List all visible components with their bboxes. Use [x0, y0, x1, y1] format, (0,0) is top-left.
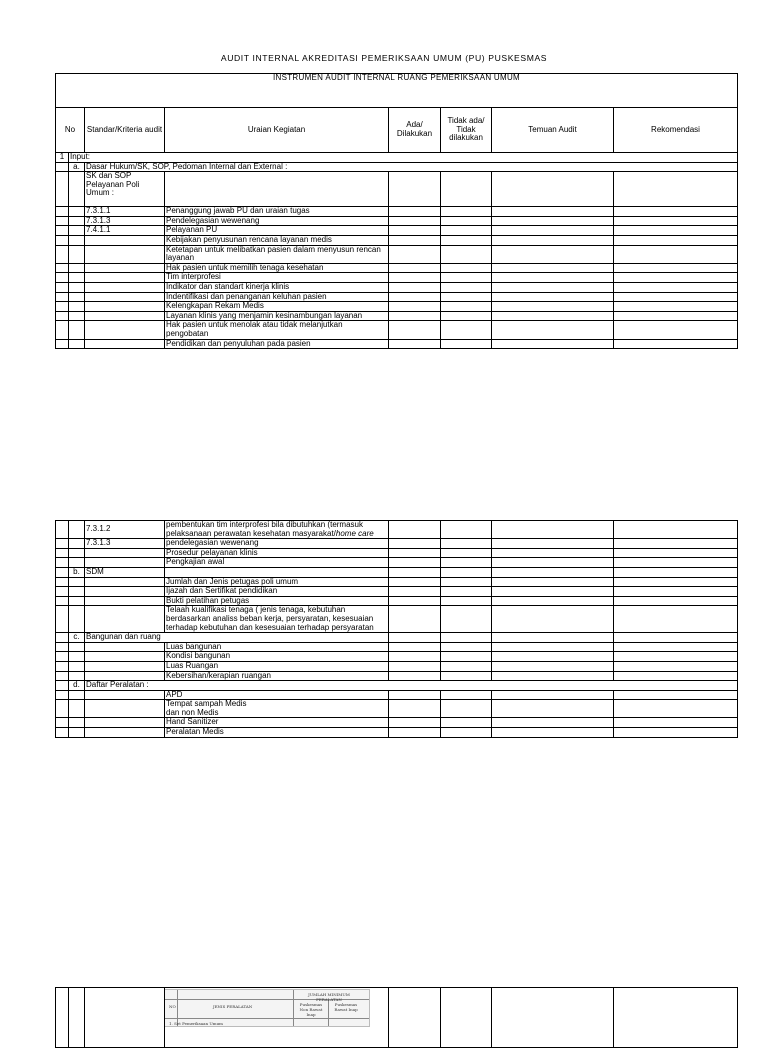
table-row [56, 548, 738, 558]
audit-table-page-2 [55, 520, 738, 738]
audit-table-page-1 [55, 73, 738, 349]
activity-text: pembentukan tim interprofesi bila dibutuhkan (termasuk pelaksanaan perawatan kesehatan masyarakat/ [166, 520, 363, 538]
section-row-b [56, 567, 738, 577]
section-label: Daftar Peralatan : [85, 681, 738, 691]
activity-cell: Luas bangunan [165, 642, 389, 652]
thumb-jumlah-header: JUMLAH MINIMUM PERALATAN [308, 992, 350, 1002]
table-row [56, 207, 738, 217]
section-letter: a. [69, 162, 85, 172]
activity-cell [165, 521, 389, 539]
table-row [56, 311, 738, 321]
activity-cell: Kondisi bangunan [165, 652, 389, 662]
col-header-temuan: Temuan Audit [492, 108, 614, 153]
activity-cell: Hak pasien untuk memilih tenaga kesehatan [165, 263, 389, 273]
standard-cell [85, 548, 165, 558]
col-header-ada: Ada/ Dilakukan [389, 108, 441, 153]
standard-cell: 7.4.1.1 [85, 226, 165, 236]
activity-cell [165, 172, 389, 207]
table-row [56, 339, 738, 349]
activity-cell: Hand Sanitizer [165, 718, 389, 728]
activity-cell: Layanan klinis yang menjamin kesinambungan layanan [165, 311, 389, 321]
section-label: Bangunan dan ruang [85, 633, 389, 643]
col-header-no: No [56, 108, 85, 153]
table-row [56, 282, 738, 292]
activity-cell: Jumlah dan Jenis petugas poli umum [165, 577, 389, 587]
table-row [56, 587, 738, 597]
activity-cell: pendelegasian wewenang [165, 539, 389, 549]
standard-cell: SK dan SOP Pelayanan Poli Umum : [85, 172, 165, 207]
document-title: AUDIT INTERNAL AKREDITASI PEMERIKSAAN UMUM (PU) PUSKESMAS [220, 53, 548, 63]
table-row [56, 521, 738, 539]
activity-cell: Luas Ruangan [165, 661, 389, 671]
activity-cell: Pengkajian awal [165, 558, 389, 568]
activity-cell: Tim interprofesi [165, 273, 389, 283]
activity-cell: Pendelegasian wewenang [165, 216, 389, 226]
thumb-no-header: NO [169, 1004, 176, 1009]
col-header-tidak: Tidak ada/ Tidak dilakukan [441, 108, 492, 153]
table-row [56, 321, 738, 339]
section-row-d [56, 681, 738, 691]
activity-cell: Pendidikan dan penyuluhan pada pasien [165, 339, 389, 349]
page1-rows [56, 172, 738, 349]
section-row-a [56, 162, 738, 172]
activity-cell: Bukti pelatihan petugas [165, 596, 389, 606]
thumb-first-row: 1. Set Pemeriksaan Umum [169, 1021, 223, 1026]
standard-cell [85, 245, 165, 263]
table-row [56, 671, 738, 681]
table-row [56, 172, 738, 207]
activity-cell: Kelengkapan Rekam Medis [165, 302, 389, 312]
table-row [56, 273, 738, 283]
table-row [56, 596, 738, 606]
table-row [56, 216, 738, 226]
table-row [56, 728, 738, 738]
standard-cell [85, 311, 165, 321]
standard-cell [85, 558, 165, 568]
table-row [56, 642, 738, 652]
col-header-standar: Standar/Kriteria audit [85, 108, 165, 153]
standard-cell [85, 321, 165, 339]
standard-cell: 7.3.1.2 [85, 521, 165, 539]
thumb-col-non-rawat: Puskesmas Non Rawat Inap [299, 1002, 323, 1017]
table-row [56, 235, 738, 245]
table-row [56, 539, 738, 549]
activity-cell: Peralatan Medis [165, 728, 389, 738]
standard-cell: 7.3.1.1 [85, 207, 165, 217]
activity-cell: Kebersihan/kerapian ruangan [165, 671, 389, 681]
table-row [56, 292, 738, 302]
table-row [56, 263, 738, 273]
table-row [56, 226, 738, 236]
activity-cell: Kebijakan penyusunan rencana layanan medis [165, 235, 389, 245]
standard-cell [85, 273, 165, 283]
standard-cell [85, 263, 165, 273]
col-header-uraian: Uraian Kegiatan [165, 108, 389, 153]
section-row-input [56, 153, 738, 163]
standard-cell [85, 339, 165, 349]
activity-cell: Penanggung jawab PU dan uraian tugas [165, 207, 389, 217]
section-letter: c. [69, 633, 85, 643]
activity-cell: Ketetapan untuk melibatkan pasien dalam menyusun rencan layanan [165, 245, 389, 263]
activity-cell: Indentifikasi dan penanganan keluhan pasien [165, 292, 389, 302]
section-row-c [56, 633, 738, 643]
table-row [56, 558, 738, 568]
activity-cell: Prosedur pelayanan klinis [165, 548, 389, 558]
table-row [56, 245, 738, 263]
standard-cell [85, 302, 165, 312]
activity-cell: Tempat sampah Medis dan non Medis [165, 700, 389, 718]
activity-cell: Hak pasien untuk menolak atau tidak melanjutkan pengobatan [165, 321, 389, 339]
row-number: 1 [56, 153, 69, 163]
standard-cell [85, 282, 165, 292]
section-label: Input: [69, 153, 738, 163]
table-row [56, 718, 738, 728]
table-row [56, 690, 738, 700]
table-row [56, 988, 738, 1048]
equipment-table-image [165, 989, 371, 1027]
table-row [56, 661, 738, 671]
activity-cell [165, 988, 389, 1048]
activity-cell: Indikator dan standart kinerja klinis [165, 282, 389, 292]
table-title: INSTRUMEN AUDIT INTERNAL RUANG PEMERIKSAAN UMUM [56, 74, 738, 108]
table-row [56, 606, 738, 633]
activity-cell: Pelayanan PU [165, 226, 389, 236]
activity-cell: Telaah kualifikasi tenaga ( jenis tenaga, kebutuhan berdasarkan analiss beban kerja, persyaratan, kesesuaian terhadap kebutuhan dan kesesuaian terhadap persyaratan [165, 606, 389, 633]
col-header-rekomendasi: Rekomendasi [614, 108, 738, 153]
table-row [56, 652, 738, 662]
section-label: SDM [85, 567, 165, 577]
section-letter: b. [69, 567, 85, 577]
standard-cell [85, 292, 165, 302]
standard-cell: 7.3.1.3 [85, 539, 165, 549]
table-row [56, 302, 738, 312]
audit-table-page-3 [55, 987, 738, 1048]
thumb-col-rawat: Puskesmas Rawat Inap [334, 1002, 358, 1012]
section-label: Dasar Hukum/SK, SOP, Pedoman Internal dan External : [85, 162, 738, 172]
table-row [56, 700, 738, 718]
section-letter: d. [69, 681, 85, 691]
table-row [56, 577, 738, 587]
standard-cell: 7.3.1.3 [85, 216, 165, 226]
thumb-jenis-header: JENIS PERALATAN [213, 1004, 253, 1009]
standard-cell [85, 235, 165, 245]
activity-italic-text: home care [335, 528, 374, 538]
activity-cell: APD [165, 690, 389, 700]
activity-cell: Ijazah dan Sertifikat pendidikan [165, 587, 389, 597]
